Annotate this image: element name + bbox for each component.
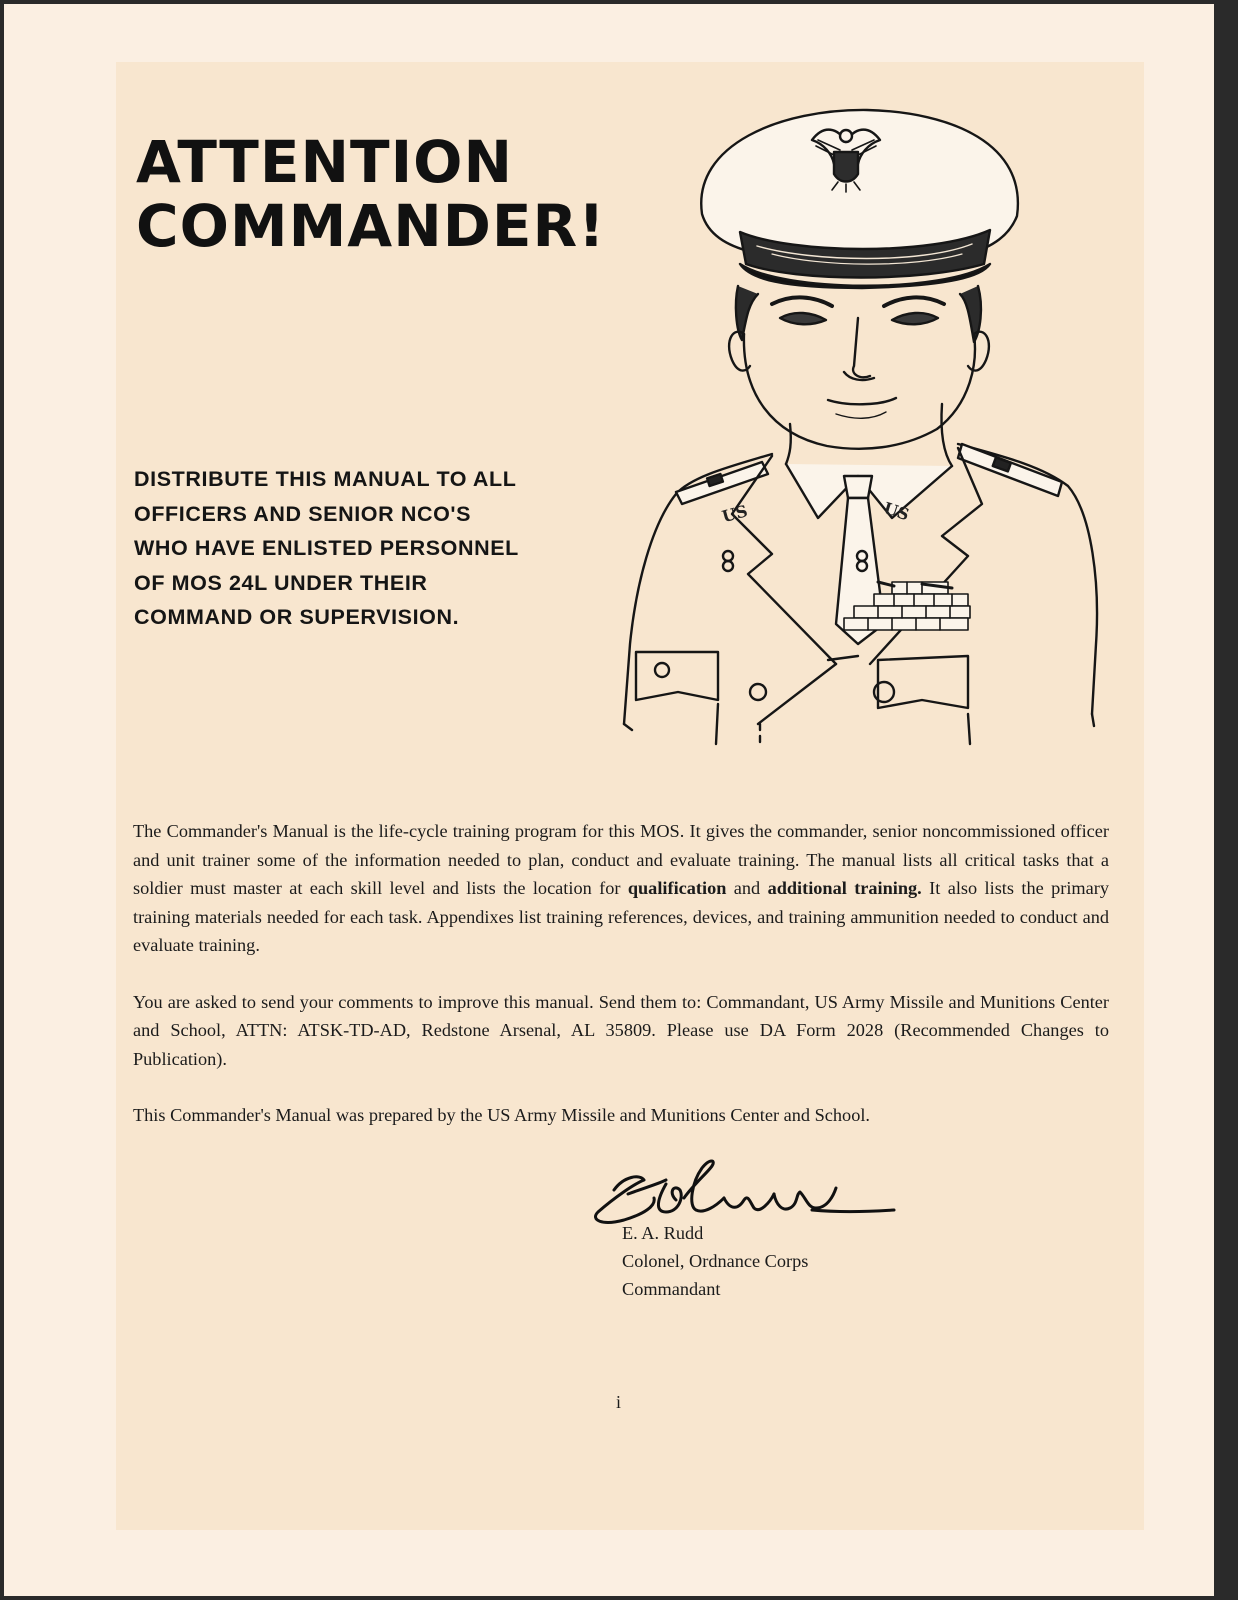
- signatory-role: Commandant: [622, 1279, 721, 1299]
- svg-text:US: US: [720, 501, 750, 527]
- page-title: [136, 130, 606, 258]
- notice-line: DISTRIBUTE THIS MANUAL TO ALL: [134, 467, 517, 491]
- paragraph-comments: You are asked to send your comments to improve this manual. Send them to: Commandant, US Army Missile and Munitions Center and School, ATTN: ATSK-TD-AD, Redstone Arsenal, AL 35809. Please use DA Form 2028 (Recommended Changes to Publication).: [133, 991, 1109, 1069]
- page-number: i: [616, 1392, 622, 1412]
- additional-training-bold: additional training.: [767, 878, 922, 898]
- title-line-2: COMMANDER!: [136, 192, 606, 260]
- manual-description: [133, 817, 1109, 1130]
- paragraph-purpose-text-2: and: [726, 878, 768, 898]
- document-page: [4, 4, 1214, 1596]
- notice-line: COMMAND OR SUPERVISION.: [134, 605, 460, 629]
- paragraph-prepared-by: This Commander's Manual was prepared by the US Army Missile and Munitions Center and School.: [133, 1105, 870, 1125]
- signatory-rank: Colonel, Ordnance Corps: [622, 1251, 809, 1271]
- paragraph-purpose-text-3: It also lists the primary training materials needed for each task. Appendixes list training references, devices, and training ammunition needed to conduct and evaluate training.: [133, 878, 1109, 955]
- notice-line: WHO HAVE ENLISTED PERSONNEL: [134, 536, 519, 560]
- signatory-name: E. A. Rudd: [622, 1223, 704, 1243]
- svg-text:US: US: [881, 498, 912, 525]
- paragraph-purpose-text-1: The Commander's Manual is the life-cycle training program for this MOS. It gives the commander, senior noncommissioned officer and unit trainer some of the information needed to plan, conduct and evaluate training. The manual lists all critical tasks that a soldier must master at each skill level and lists the location for: [133, 821, 1109, 898]
- signature-block: [622, 1219, 808, 1303]
- notice-line: OFFICERS AND SENIOR NCO'S: [134, 501, 472, 526]
- qualification-bold: qualification: [627, 878, 727, 898]
- notice-line: OF MOS 24L UNDER THEIR: [134, 570, 428, 595]
- title-line-1: ATTENTION: [136, 128, 513, 196]
- paragraph-purpose: [133, 817, 1109, 960]
- distribution-notice: [134, 462, 574, 635]
- army-officer-illustration-icon: [622, 104, 1112, 754]
